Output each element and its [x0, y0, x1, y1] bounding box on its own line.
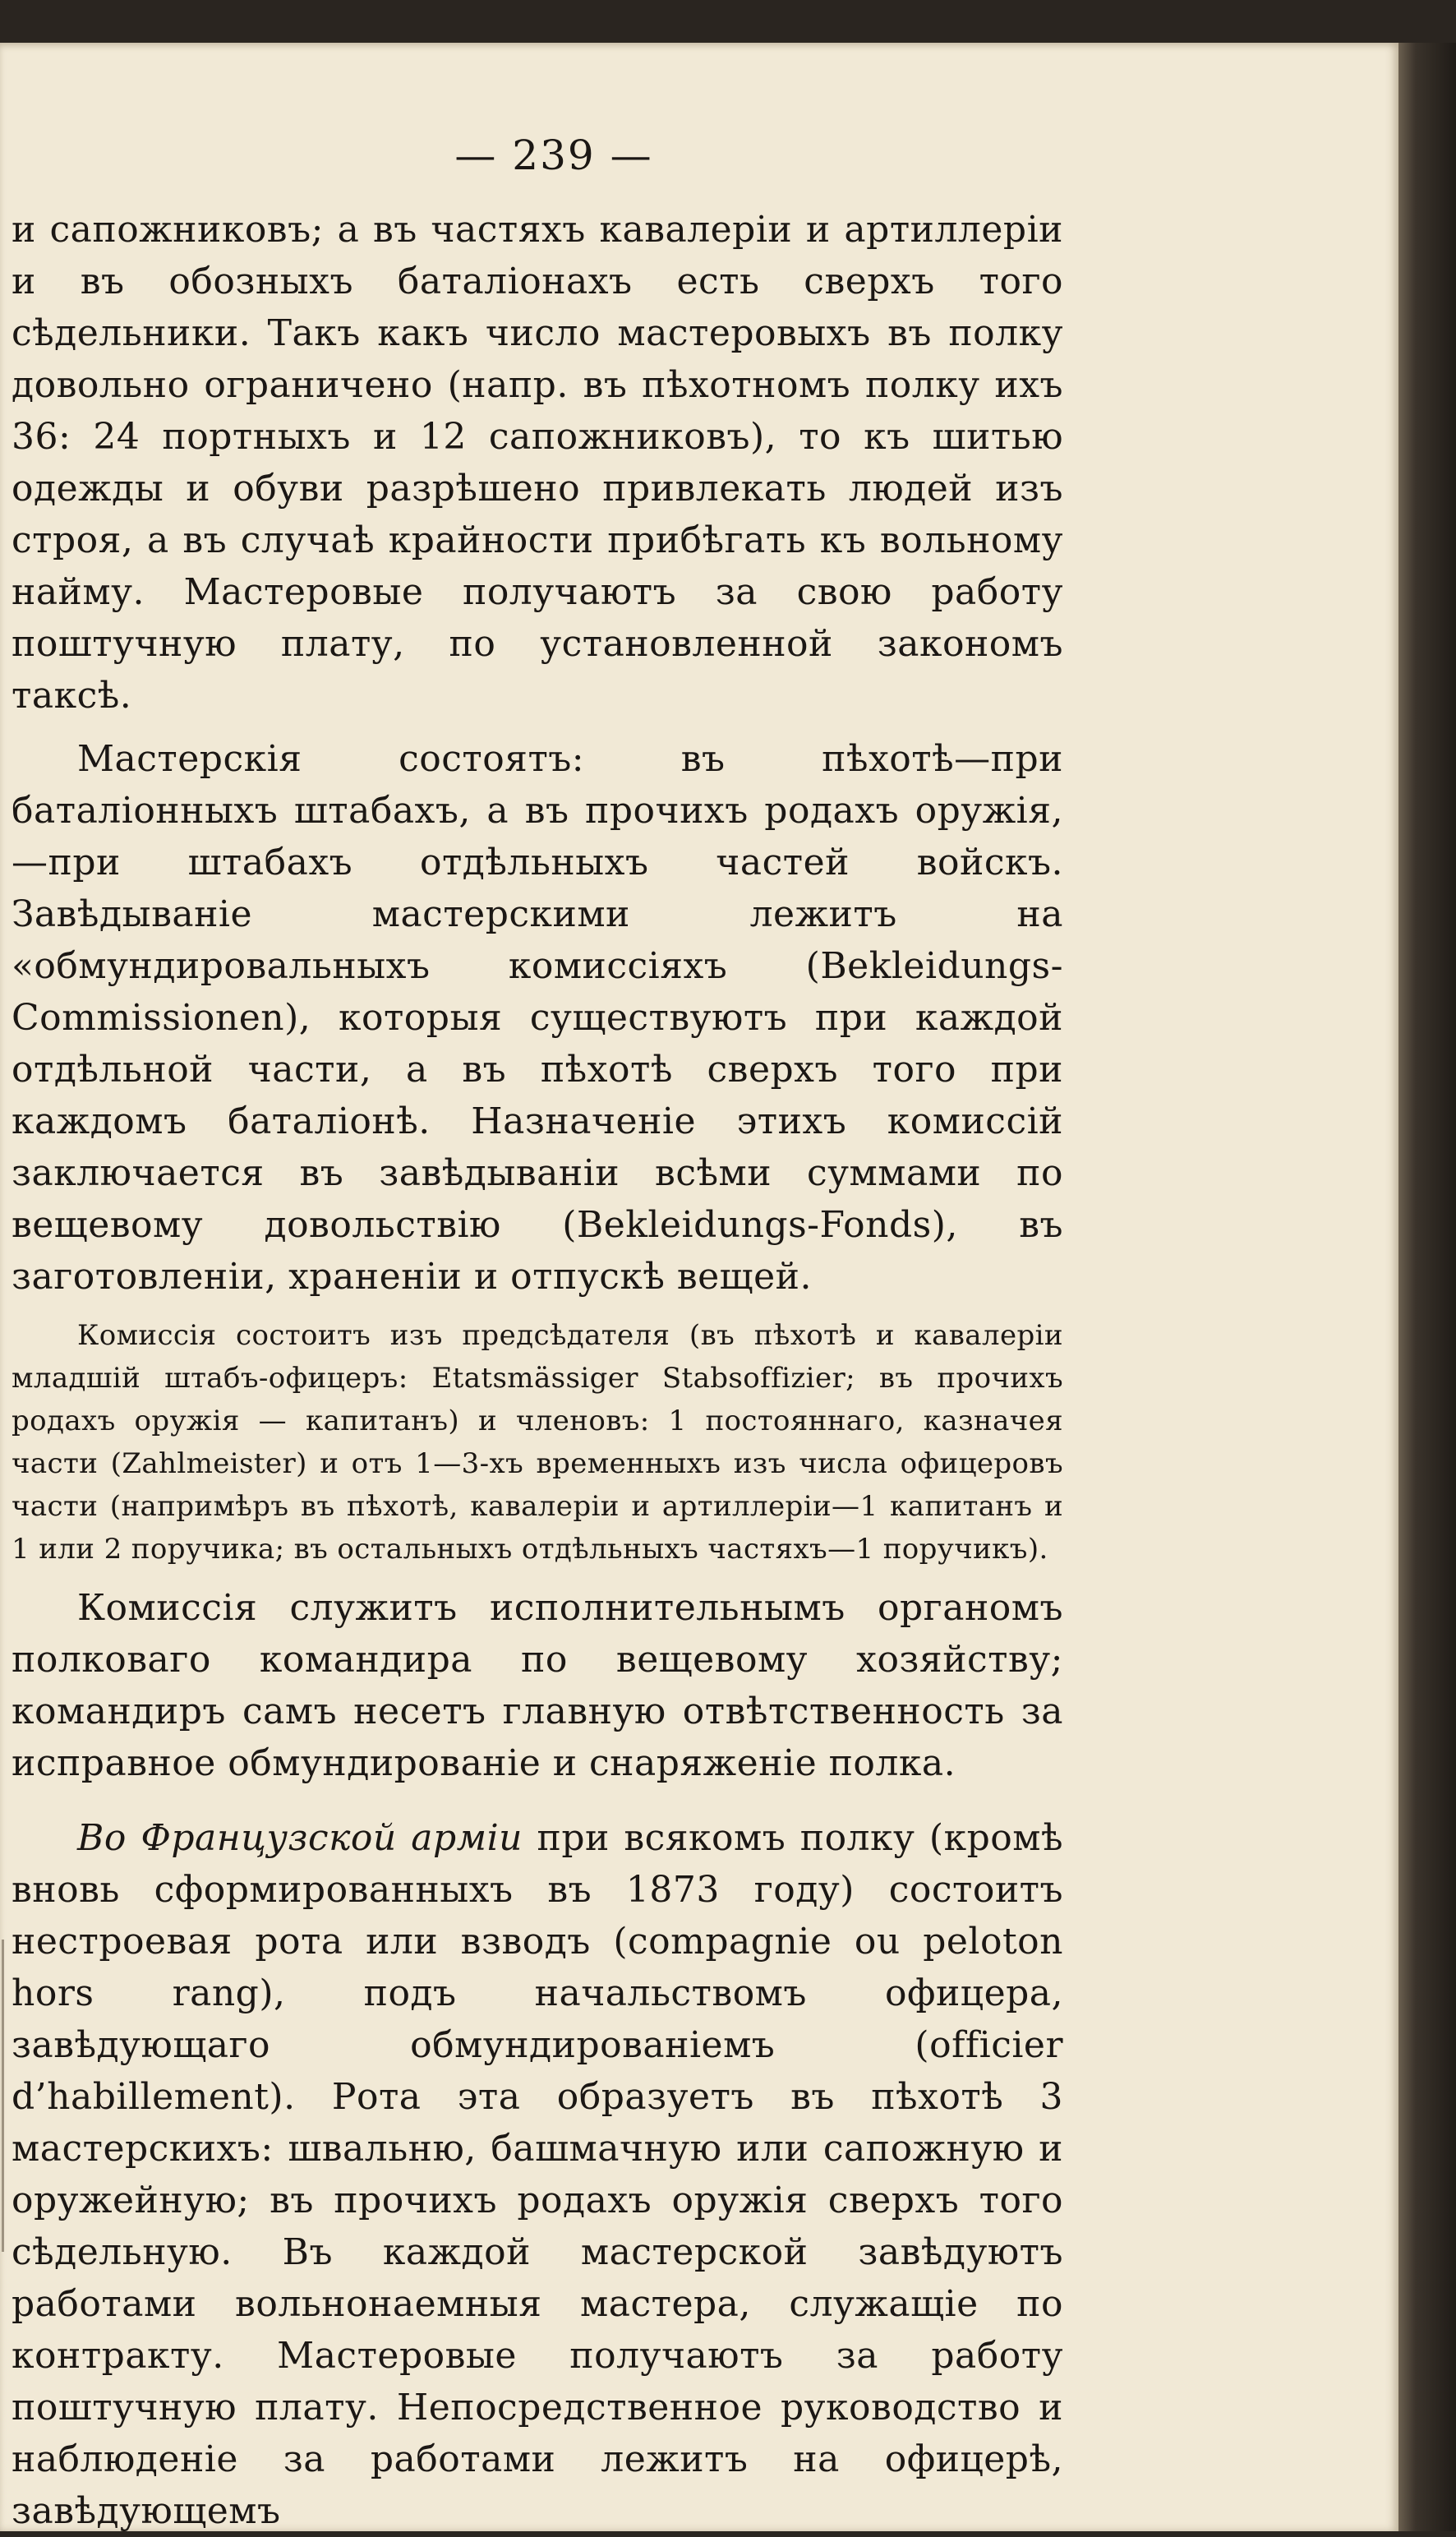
paragraph-1: и сапожниковъ; а въ частяхъ кавалеріи и артиллеріи и въ обозныхъ баталіонахъ есть сверхъ того сѣдельники. Такъ какъ число мастеровыхъ въ полку довольно ограничено (напр. въ пѣхотномъ полку ихъ 36: 24 портныхъ и 12 сапожниковъ), то къ шитью одежды и обуви разрѣшено привлекать людей изъ строя, а въ случаѣ крайности прибѣгать къ вольному найму. Мастеровые получаютъ за свою работу поштучную плату, по установленной закономъ таксѣ.: [12, 209, 1063, 717]
french-army-heading: Во Французской арміи: [77, 1817, 523, 1859]
paragraph-2: Мастерскія состоятъ: въ пѣхотѣ—при баталіонныхъ штабахъ, а въ прочихъ родахъ оружія,—при штабахъ отдѣльныхъ частей войскъ. Завѣдываніе мастерскими лежитъ на «обмундировальныхъ комиссіяхъ (Bekleidungs-Commissionen), которыя существуютъ при каждой отдѣльной части, а въ пѣхотѣ сверхъ того при каждомъ баталіонѣ. Назначеніе этихъ комиссій заключается въ завѣдываніи всѣми суммами по вещевому довольствію (Bekleidungs-Fonds), въ заготовленіи, храненіи и отпускѣ вещей.: [12, 738, 1063, 1298]
binding-edge: [1398, 43, 1456, 2531]
paragraph-4-body: при всякомъ полку (кромѣ вновь сформированныхъ въ 1873 году) состоитъ нестроевая рота или взводъ (compagnie ou peloton hors rang), подъ начальствомъ офицера, завѣдующаго обмундированіемъ (officier d’habillement). Рота эта образуетъ въ пѣхотѣ 3 мастерскихъ: швальню, башмачную или сапожную и оружейную; въ прочихъ родахъ оружія сверхъ того сѣдельную. Въ каждой мастерской завѣдуютъ работами вольнонаемныя мастера, служащіе по контракту. Мастеровые получаютъ за работу поштучную плату. Непосредственное руководство и наблюденіе за работами лежитъ на офицерѣ, завѣдующемъ: [12, 1817, 1063, 2532]
paragraph-3: Комиссія служитъ исполнительнымъ органомъ полковаго командира по вещевому хозяйству; командиръ самъ несетъ главную отвѣтственность за исправное обмундированіе и снаряженіе полка.: [12, 1587, 1063, 1784]
paragraph-note: Комиссія состоитъ изъ предсѣдателя (въ пѣхотѣ и кавалеріи младшій штабъ-офицеръ: Etatsmässiger Stabsoffizier; въ прочихъ родахъ оружія — капитанъ) и членовъ: 1 постояннаго, казначея части (Zahlmeister) и отъ 1—3-хъ временныхъ изъ числа офицеровъ части (напримѣръ въ пѣхотѣ, кавалеріи и артиллеріи—1 капитанъ и 1 или 2 поручика; въ остальныхъ отдѣльныхъ частяхъ—1 поручикъ).: [12, 1319, 1063, 1566]
paragraph-4: [12, 1812, 1063, 2537]
page-text: [12, 99, 1063, 2537]
page-number: — 239 —: [454, 131, 653, 179]
margin-mark: [2, 1940, 4, 2252]
